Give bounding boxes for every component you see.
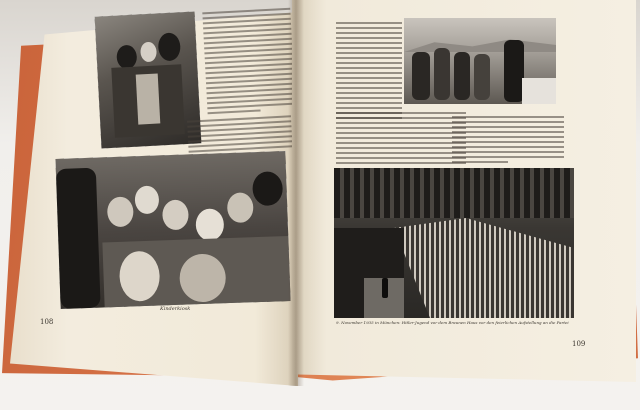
left-page-number: 108 — [40, 318, 54, 326]
right-body-text-1 — [336, 22, 402, 122]
left-bottom-caption: Kinderkiosk — [160, 306, 191, 312]
right-body-text-3 — [452, 116, 564, 166]
left-body-text-1 — [202, 8, 295, 117]
left-bottom-photo — [55, 151, 290, 309]
right-body-text-2 — [336, 112, 466, 167]
left-top-photo — [95, 11, 202, 148]
right-top-photo — [404, 18, 556, 104]
right-bottom-caption: 9. November 1935 in München: Hitler-Jugend vor dem Braunen Haus vor den feierlichen Aufstellung an die Partei — [336, 320, 569, 325]
book-gutter — [288, 0, 304, 386]
right-bottom-photo — [334, 168, 574, 318]
right-page-number: 109 — [572, 340, 586, 348]
